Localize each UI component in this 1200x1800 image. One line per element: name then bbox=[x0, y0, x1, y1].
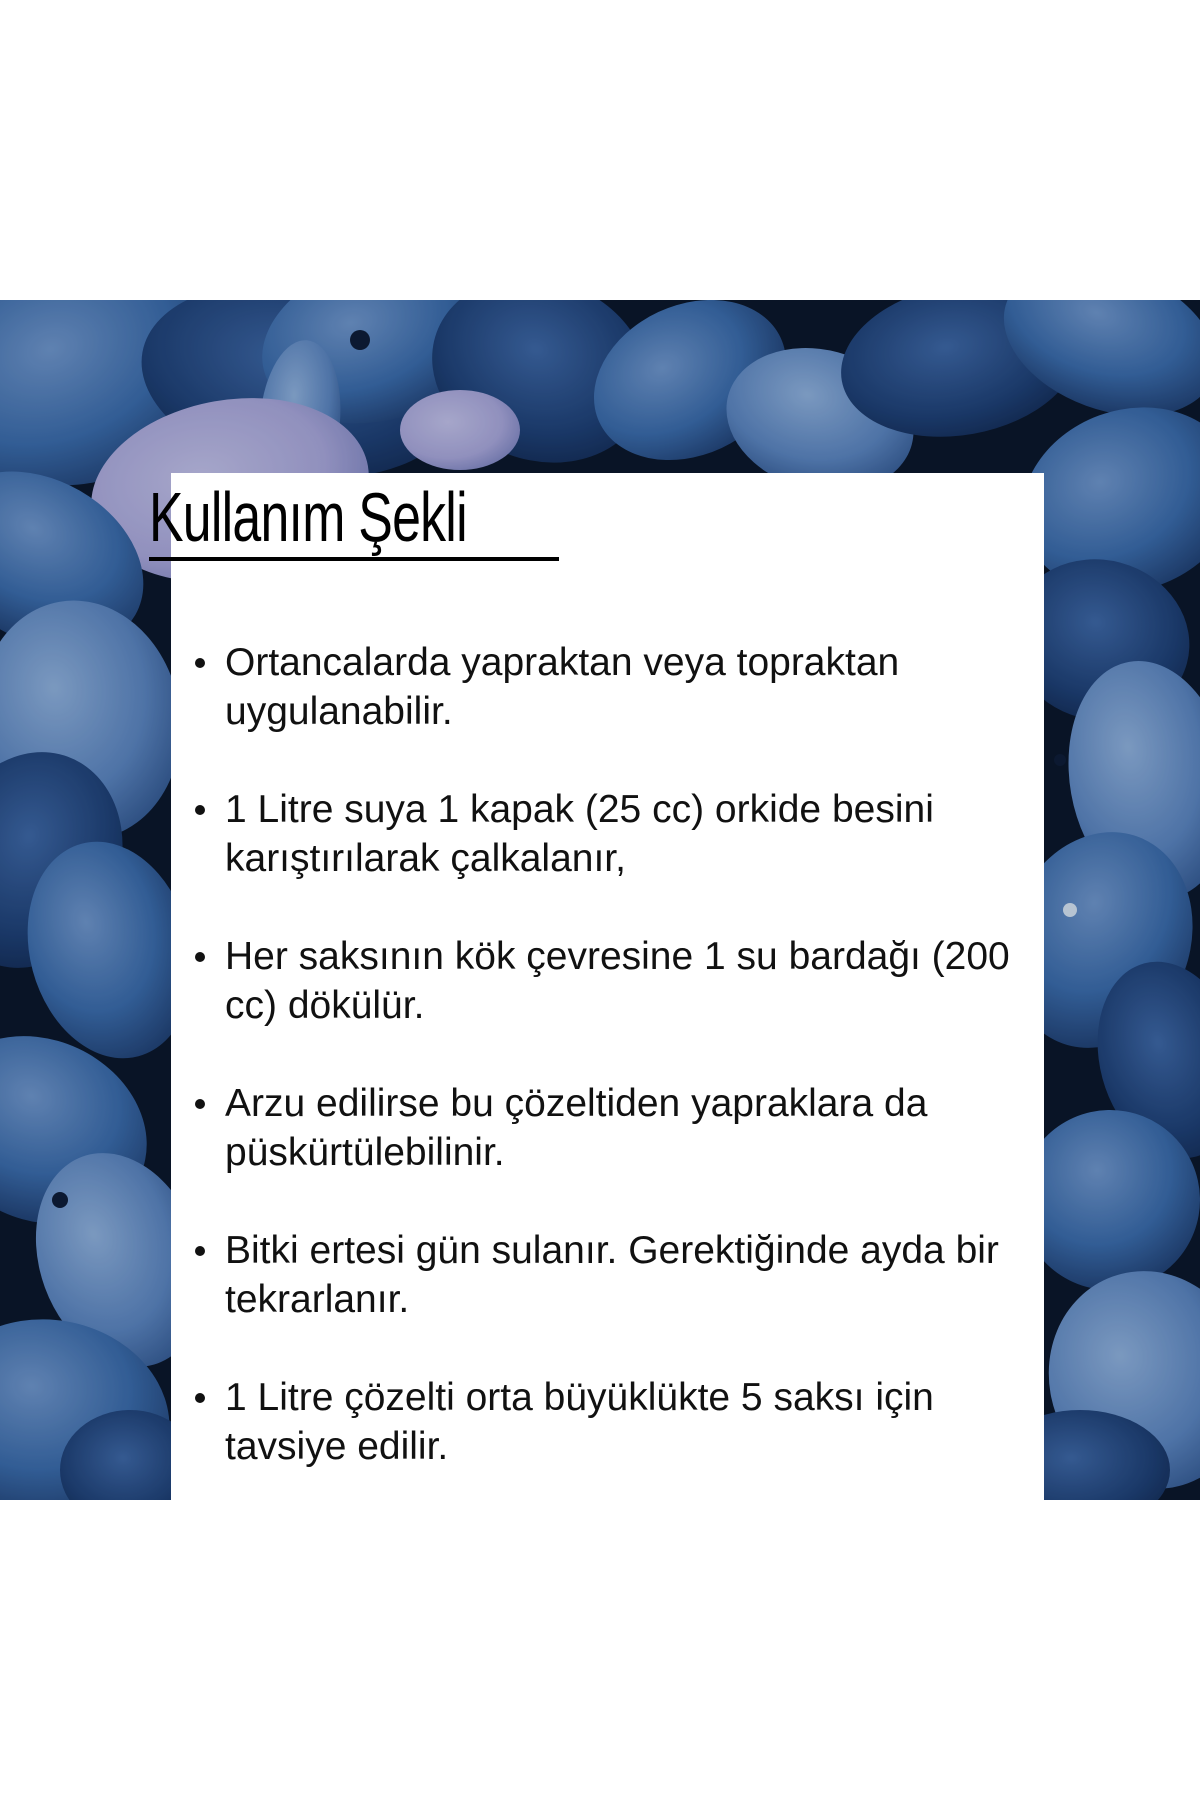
list-item-text: Arzu edilirse bu çözeltiden yapraklara da püskürtülebilinir. bbox=[225, 1082, 928, 1174]
list-item-text: Ortancalarda yapraktan veya topraktan uygulanabilir. bbox=[225, 641, 900, 733]
bullet-icon bbox=[195, 1393, 205, 1403]
list-item-text: Bitki ertesi gün sulanır. Gerektiğinde ayda bir tekrarlanır. bbox=[225, 1229, 999, 1321]
list-item-text: 1 Litre çözelti orta büyüklükte 5 saksı için tavsiye edilir. bbox=[225, 1376, 934, 1468]
bullet-icon bbox=[195, 658, 205, 668]
bullet-icon bbox=[195, 805, 205, 815]
list-item bbox=[195, 932, 1035, 1030]
bullet-icon bbox=[195, 1099, 205, 1109]
list-item bbox=[195, 1373, 1035, 1471]
list-item bbox=[195, 1226, 1035, 1324]
list-item-text: Her saksının kök çevresine 1 su bardağı (200 cc) dökülür. bbox=[225, 935, 1010, 1027]
bullet-icon bbox=[195, 1246, 205, 1256]
list-item-text: 1 Litre suya 1 kapak (25 cc) orkide besini karıştırılarak çalkalanır, bbox=[225, 788, 934, 880]
list-item bbox=[195, 638, 1035, 736]
list-item bbox=[195, 1079, 1035, 1177]
bullet-icon bbox=[195, 952, 205, 962]
title-underline bbox=[149, 557, 559, 561]
page-title: Kullanım Şekli bbox=[149, 478, 467, 556]
usage-card bbox=[149, 473, 1044, 1500]
list-item bbox=[195, 785, 1035, 883]
usage-instructions-list bbox=[195, 638, 1035, 1520]
